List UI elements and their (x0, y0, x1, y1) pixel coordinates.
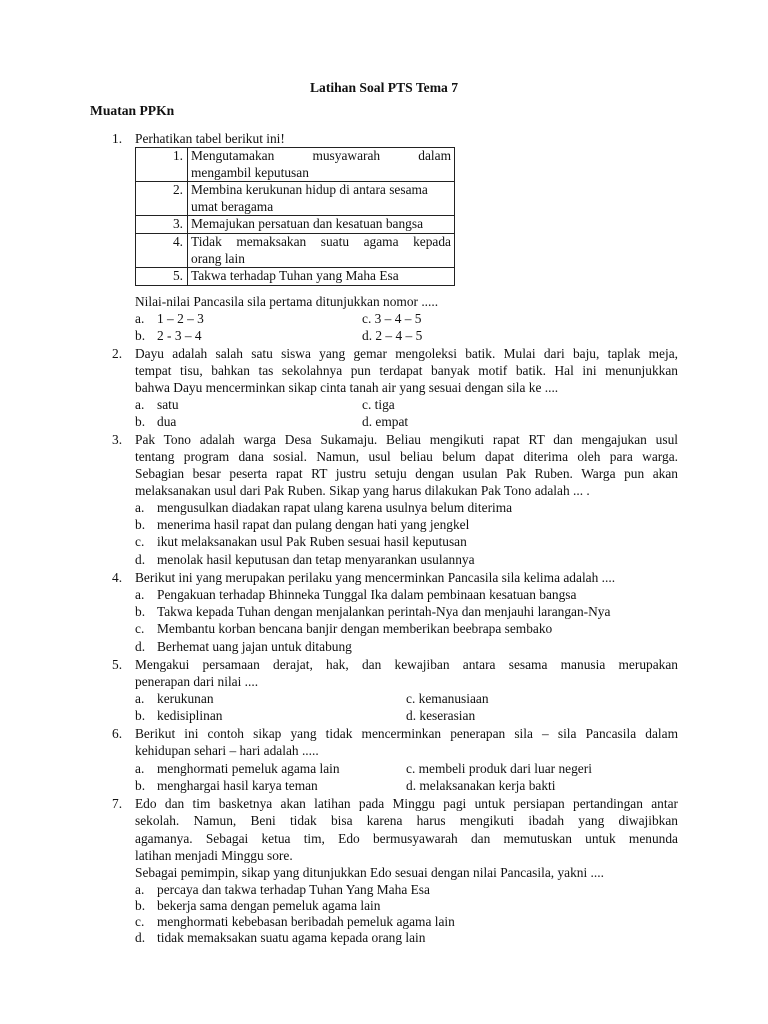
table-cell-line: Mengutamakan musyawarah dalam (191, 148, 451, 163)
question-line: kehidupan sehari – hari adalah ..... (135, 743, 319, 758)
question-line: bahwa Dayu mencerminkan sikap cinta tanah air yang sesuai dengan sila ke .... (135, 380, 559, 395)
option-letter: c. (135, 534, 145, 549)
option-text: d. 2 – 4 – 5 (362, 328, 423, 343)
option-letter: a. (135, 397, 145, 412)
option-letter: d. (135, 552, 146, 567)
option-text: c. 3 – 4 – 5 (362, 311, 422, 326)
table (135, 147, 455, 286)
table-cell-line: mengambil keputusan (191, 164, 309, 180)
table-cell-line: orang lain (191, 250, 245, 266)
option-text: satu (157, 397, 179, 412)
table-row (136, 182, 455, 216)
option-text: mengusulkan diadakan rapat ulang karena usulnya belum diterima (157, 500, 513, 515)
option-letter: b. (135, 604, 146, 619)
option-text: d. keserasian (406, 708, 476, 723)
option-letter: b. (135, 898, 146, 913)
option-text: Pengakuan terhadap Bhinneka Tunggal Ika dalam pembinaan kesatuan bangsa (157, 587, 577, 602)
table-cell-text (188, 268, 455, 286)
option-text: d. empat (362, 414, 409, 429)
option-text: tidak memaksakan suatu agama kepada orang lain (157, 930, 426, 945)
option-text: c. membeli produk dari luar negeri (406, 761, 592, 776)
table-cell-text (188, 233, 455, 267)
subject-heading: Muatan PPKn (90, 103, 175, 118)
document-title: Latihan Soal PTS Tema 7 (309, 80, 459, 95)
option-letter: a. (135, 882, 145, 897)
option-text: ikut melaksanakan usul Pak Ruben sesuai hasil keputusan (157, 534, 467, 549)
option-letter: d. (135, 639, 146, 654)
question-line: Sebagai pemimpin, sikap yang ditunjukkan Edo sesuai dengan nilai Pancasila, yakni .... (135, 865, 604, 880)
option-text: 2 - 3 – 4 (157, 328, 202, 343)
option-letter: a. (135, 761, 145, 776)
table-cell-number: 2. (136, 182, 188, 216)
option-text: Takwa kepada Tuhan dengan menjalankan perintah-Nya dan menjauhi larangan-Nya (157, 604, 611, 619)
question-line: Sebagian besar peserta rapat RT justru setuju dengan usulan Pak Ruben. Warga pun akan (135, 466, 678, 481)
table-cell-number: 4. (136, 233, 188, 267)
question-number: 7. (112, 796, 123, 811)
option-text: menghormati pemeluk agama lain (157, 761, 340, 776)
question-line: Pak Tono adalah warga Desa Sukamaju. Beliau mengikuti rapat RT dan mengajukan usul (135, 432, 678, 447)
question-line: melaksanakan usul dari Pak Ruben. Sikap yang harus dilakukan Pak Tono adalah ... . (135, 483, 590, 498)
question-text: Nilai-nilai Pancasila sila pertama ditunjukkan nomor ..... (135, 294, 439, 309)
question-line: Edo dan tim basketnya akan latihan pada Minggu pagi untuk persiapan pertandingan antar (135, 796, 678, 811)
question-line: Mengakui persamaan derajat, hak, dan kewajiban antara sesama manusia merupakan (135, 657, 678, 672)
option-letter: a. (135, 587, 145, 602)
table-cell-text (188, 216, 455, 234)
option-letter: b. (135, 778, 146, 793)
option-text: bekerja sama dengan pemeluk agama lain (157, 898, 381, 913)
question-line: latihan menjadi Minggu sore. (135, 848, 293, 863)
question-line: Berikut ini yang merupakan perilaku yang mencerminkan Pancasila sila kelima adalah .... (135, 570, 616, 585)
option-text: kedisiplinan (157, 708, 223, 723)
table-cell-line: Memajukan persatuan dan kesatuan bangsa (191, 216, 424, 232)
option-letter: a. (135, 500, 145, 515)
option-letter: b. (135, 328, 146, 343)
option-letter: c. (135, 621, 145, 636)
option-text: menghormati kebebasan beribadah pemeluk agama lain (157, 914, 455, 929)
question-stem: Perhatikan tabel berikut ini! (135, 131, 285, 146)
question-line: tempat tisu, bahkan tas sekolahnya pun terdapat banyak motif batik. Hal ini menunjukkan (135, 363, 678, 378)
table-cell-number: 1. (136, 148, 188, 182)
question-number: 3. (112, 432, 123, 447)
option-text: menerima hasil rapat dan pulang dengan hati yang jengkel (157, 517, 470, 532)
option-letter: b. (135, 414, 146, 429)
question-line: Dayu adalah salah satu siswa yang gemar mengoleksi batik. Mulai dari baju, taplak meja, (135, 346, 678, 361)
option-text: menghargai hasil karya teman (157, 778, 318, 793)
option-text: kerukunan (157, 691, 214, 706)
option-letter: d. (135, 930, 146, 945)
option-letter: b. (135, 708, 146, 723)
table-cell-line: Membina kerukunan hidup di antara sesama (191, 182, 428, 198)
option-text: Membantu korban bencana banjir dengan memberikan beebrapa sembako (157, 621, 553, 636)
table-cell-number: 5. (136, 268, 188, 286)
question-number: 4. (112, 570, 123, 585)
option-text: c. kemanusiaan (406, 691, 489, 706)
question-line: agamanya. Sebagai ketua tim, Edo bermusyawarah dan memutuskan untuk menunda (135, 831, 678, 846)
option-text: dua (157, 414, 177, 429)
question-line: Berikut ini contoh sikap yang tidak mencerminkan penerapan sila – sila Pancasila dalam (135, 726, 678, 741)
table-cell-line: umat beragama (191, 198, 274, 214)
table-row (136, 216, 455, 234)
table-row (136, 233, 455, 267)
question-number: 5. (112, 657, 123, 672)
option-text: Berhemat uang jajan untuk ditabung (157, 639, 352, 654)
table-cell-line: Tidak memaksakan suatu agama kepada (191, 233, 451, 249)
table-row (136, 148, 455, 182)
option-text: c. tiga (362, 397, 395, 412)
option-text: d. melaksanakan kerja bakti (406, 778, 556, 793)
question-line: tentang program dana sosial. Namun, usul beliau belum dapat diterima oleh para warga. (135, 449, 678, 464)
table-cell-text (188, 148, 455, 182)
table-row (136, 268, 455, 286)
question-number: 2. (112, 346, 123, 361)
question-number: 6. (112, 726, 123, 741)
option-text: menolak hasil keputusan dan tetap menyarankan usulannya (157, 552, 475, 567)
table-cell-line: Takwa terhadap Tuhan yang Maha Esa (191, 268, 399, 284)
table-cell-text (188, 182, 455, 216)
question-line: sekolah. Namun, Beni tidak bisa karena harus mengikuti ibadah yang diwajibkan (135, 813, 678, 828)
question-number: 1. (112, 131, 123, 146)
option-letter: a. (135, 311, 145, 326)
option-letter: c. (135, 914, 145, 929)
table-cell-number: 3. (136, 216, 188, 234)
option-letter: b. (135, 517, 146, 532)
question-line: penerapan dari nilai .... (135, 674, 259, 689)
option-text: percaya dan takwa terhadap Tuhan Yang Maha Esa (157, 882, 430, 897)
option-letter: a. (135, 691, 145, 706)
option-text: 1 – 2 – 3 (157, 311, 204, 326)
